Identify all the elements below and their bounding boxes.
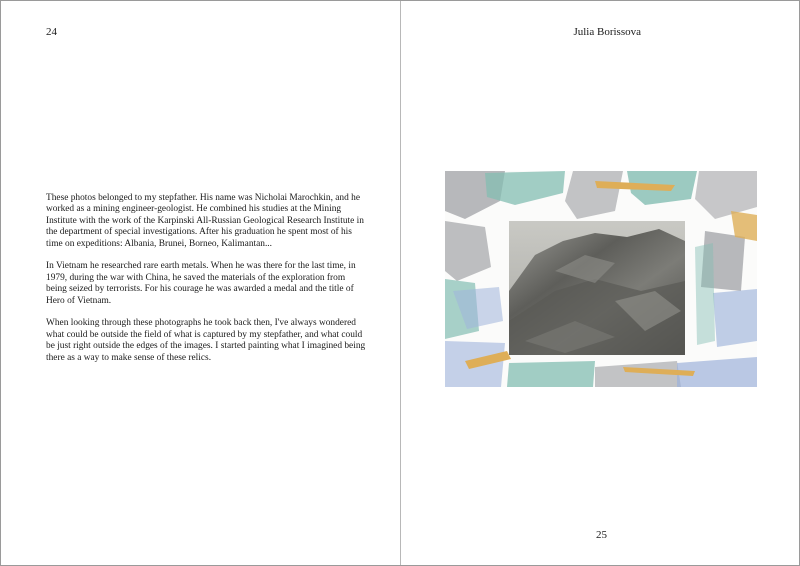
paragraph-1: These photos belonged to my stepfather. His name was Nicholai Marochkin, and he worked as a mining engineer-geologist. He combined his studies at the Mining Institute with the work of the Karpinski All-Russian Geological Research Institute in the department of special investigations. After his graduation he spent most of his time on expeditions: Albania, Brunei, Borneo, Kalimantan...: [46, 193, 364, 249]
page-number-right: 25: [596, 529, 607, 541]
running-head: Julia Borissova: [573, 26, 641, 38]
left-page: [1, 1, 400, 565]
watercolor-frame-illustration: [445, 171, 757, 387]
body-text: [46, 193, 366, 375]
painted-photo-artwork: [445, 171, 757, 387]
paragraph-3: When looking through these photographs he took back then, I've always wondered what could be outside the field of what is captured by my stepfather, and what could be just right outside the edges of the images. I started painting what I imagined being there as a way to make sense of these relics.: [46, 318, 366, 363]
mountain-photo: [509, 221, 685, 355]
page-number-left: 24: [46, 26, 57, 38]
paragraph-2: In Vietnam he researched rare earth metals. When he was there for the last time, in 1979, during the war with China, he saved the materials of the exploration from being seized by terrorists. For his courage he was awarded a medal and the title of Hero of Vietnam.: [46, 261, 356, 306]
right-page: [401, 1, 799, 565]
